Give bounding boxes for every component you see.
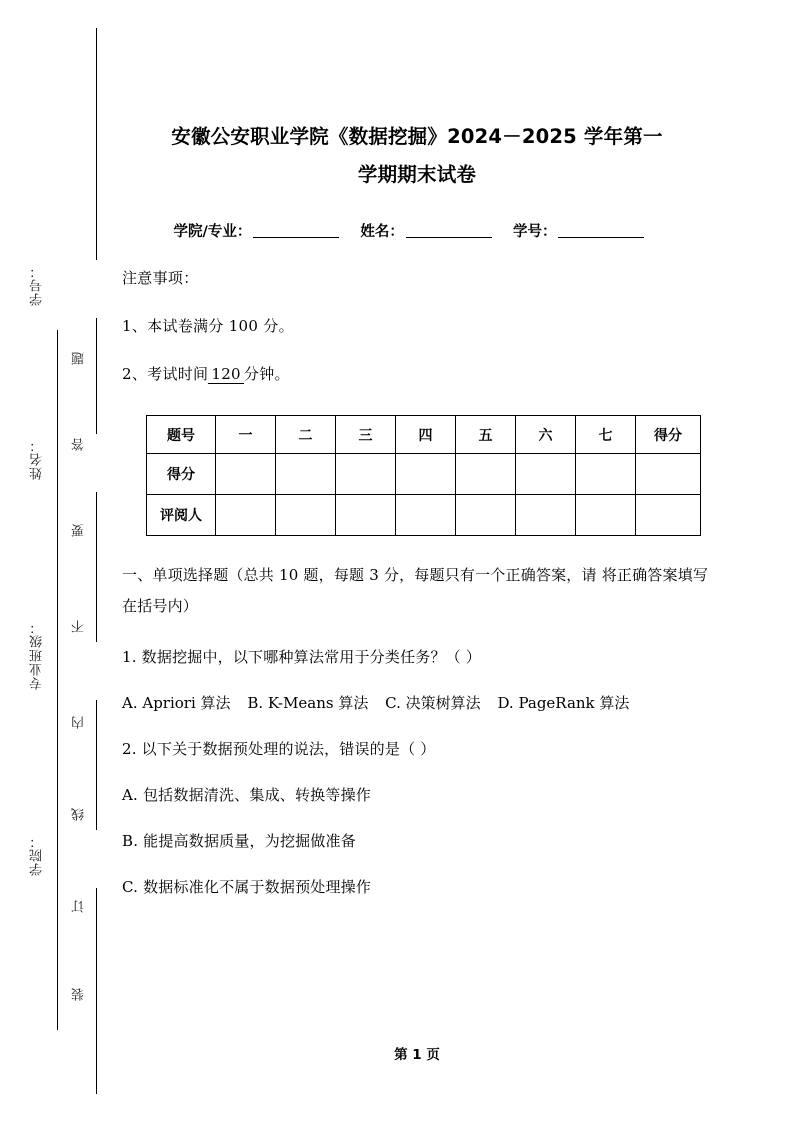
binding-rule-inner <box>57 330 58 1030</box>
question-1-stem: 1. 数据挖掘中，以下哪种算法常用于分类任务？（ ） <box>122 648 482 666</box>
binding-rule-outer-4 <box>96 700 97 830</box>
binding-label-name: 姓名： <box>30 438 45 480</box>
field-student-id-label: 学号： <box>512 224 557 240</box>
score-table <box>146 415 701 536</box>
student-info-row <box>122 220 712 241</box>
field-college-major-label: 学院/专业： <box>173 224 252 240</box>
score-table-header-1: 一 <box>216 416 276 454</box>
score-table-header-2: 二 <box>276 416 336 454</box>
binding-rule-outer-5 <box>96 888 97 1094</box>
score-table-header-0: 题号 <box>147 416 216 454</box>
question-2-option-a[interactable]: A. 包括数据清洗、集成、转换等操作 <box>122 786 371 804</box>
score-cell[interactable] <box>516 454 576 495</box>
question-1-option-d[interactable]: D. PageRank 算法 <box>497 694 630 712</box>
question-1-options <box>122 668 712 714</box>
field-college-major <box>174 224 344 240</box>
notes-item-2-suffix: 分钟。 <box>243 365 290 383</box>
score-row-label: 得分 <box>147 454 216 495</box>
section-1-heading-line1: 一、单项选择题（总共 10 题，每题 3 分，每题只有一个正确答案，请 <box>122 566 597 584</box>
field-student-id-blank[interactable] <box>558 237 644 238</box>
field-name-blank[interactable] <box>406 237 492 238</box>
exam-duration-value: 120 <box>208 365 244 384</box>
score-cell[interactable] <box>396 454 456 495</box>
seal-char-1: 题 <box>72 352 87 365</box>
table-row-header <box>147 416 701 454</box>
seal-char-5: 内 <box>72 716 87 729</box>
notes-heading: 注意事项： <box>122 269 199 287</box>
binding-label-student-id: 学号： <box>30 264 45 306</box>
score-cell[interactable] <box>216 454 276 495</box>
reviewer-cell[interactable] <box>576 495 636 536</box>
score-table-header-8: 得分 <box>636 416 701 454</box>
seal-char-6: 线 <box>72 808 87 821</box>
exam-paper-body <box>122 0 712 898</box>
binding-margin <box>0 0 110 1122</box>
question-2-option-b[interactable]: B. 能提高数据质量，为挖掘做准备 <box>122 832 356 850</box>
question-2-option-c[interactable]: C. 数据标准化不属于数据预处理操作 <box>122 878 372 896</box>
seal-char-4: 不 <box>72 620 87 633</box>
page-title-line2: 学期期末试卷 <box>357 163 477 186</box>
notes-item-1: 1、本试卷满分 100 分。 <box>122 317 294 335</box>
score-table-header-6: 六 <box>516 416 576 454</box>
score-cell-total[interactable] <box>636 454 701 495</box>
reviewer-cell[interactable] <box>456 495 516 536</box>
binding-label-class: 专业班级： <box>30 620 45 690</box>
binding-rule-outer-2 <box>96 318 97 434</box>
reviewer-cell[interactable] <box>336 495 396 536</box>
seal-char-7: 订 <box>72 900 87 913</box>
field-name <box>360 224 496 240</box>
reviewer-cell[interactable] <box>516 495 576 536</box>
binding-label-college: 学院： <box>30 834 45 876</box>
score-cell[interactable] <box>336 454 396 495</box>
field-college-major-blank[interactable] <box>253 237 339 238</box>
table-row-reviewer <box>147 495 701 536</box>
section-1-heading <box>122 536 712 622</box>
reviewer-cell[interactable] <box>216 495 276 536</box>
section-1-heading-line2: 将正确答案填写在括号内） <box>122 566 709 615</box>
score-cell[interactable] <box>576 454 636 495</box>
question-1-option-c[interactable]: C. 决策树算法 <box>385 694 481 712</box>
binding-rule-outer-3 <box>96 492 97 642</box>
question-1-option-a[interactable]: A. Apriori 算法 <box>122 694 231 712</box>
field-name-label: 姓名： <box>360 224 404 240</box>
score-table-header-3: 三 <box>336 416 396 454</box>
reviewer-cell-total[interactable] <box>636 495 701 536</box>
score-table-header-7: 七 <box>576 416 636 454</box>
reviewer-cell[interactable] <box>396 495 456 536</box>
score-table-wrapper <box>122 385 712 536</box>
page-title <box>122 0 712 194</box>
table-row-score <box>147 454 701 495</box>
reviewer-row-label: 评阅人 <box>147 495 216 536</box>
field-student-id <box>513 224 649 240</box>
binding-rule-outer-1 <box>96 28 97 260</box>
question-2-stem: 2. 以下关于数据预处理的说法，错误的是（ ） <box>122 740 436 758</box>
score-table-header-4: 四 <box>396 416 456 454</box>
score-cell[interactable] <box>276 454 336 495</box>
score-table-header-5: 五 <box>456 416 516 454</box>
question-1-option-b[interactable]: B. K-Means 算法 <box>247 694 369 712</box>
seal-char-2: 答 <box>72 438 87 451</box>
seal-char-3: 要 <box>72 524 87 537</box>
page-footer <box>122 1043 712 1063</box>
page-title-line1: 安徽公安职业学院《数据挖掘》2024－2025 学年第一 <box>171 125 663 148</box>
reviewer-cell[interactable] <box>276 495 336 536</box>
notes-item-2 <box>122 337 712 385</box>
notes-item-2-prefix: 2、考试时间 <box>122 365 209 383</box>
seal-char-8: 装 <box>72 988 87 1001</box>
page-number: 第 1 页 <box>394 1047 440 1063</box>
score-cell[interactable] <box>456 454 516 495</box>
